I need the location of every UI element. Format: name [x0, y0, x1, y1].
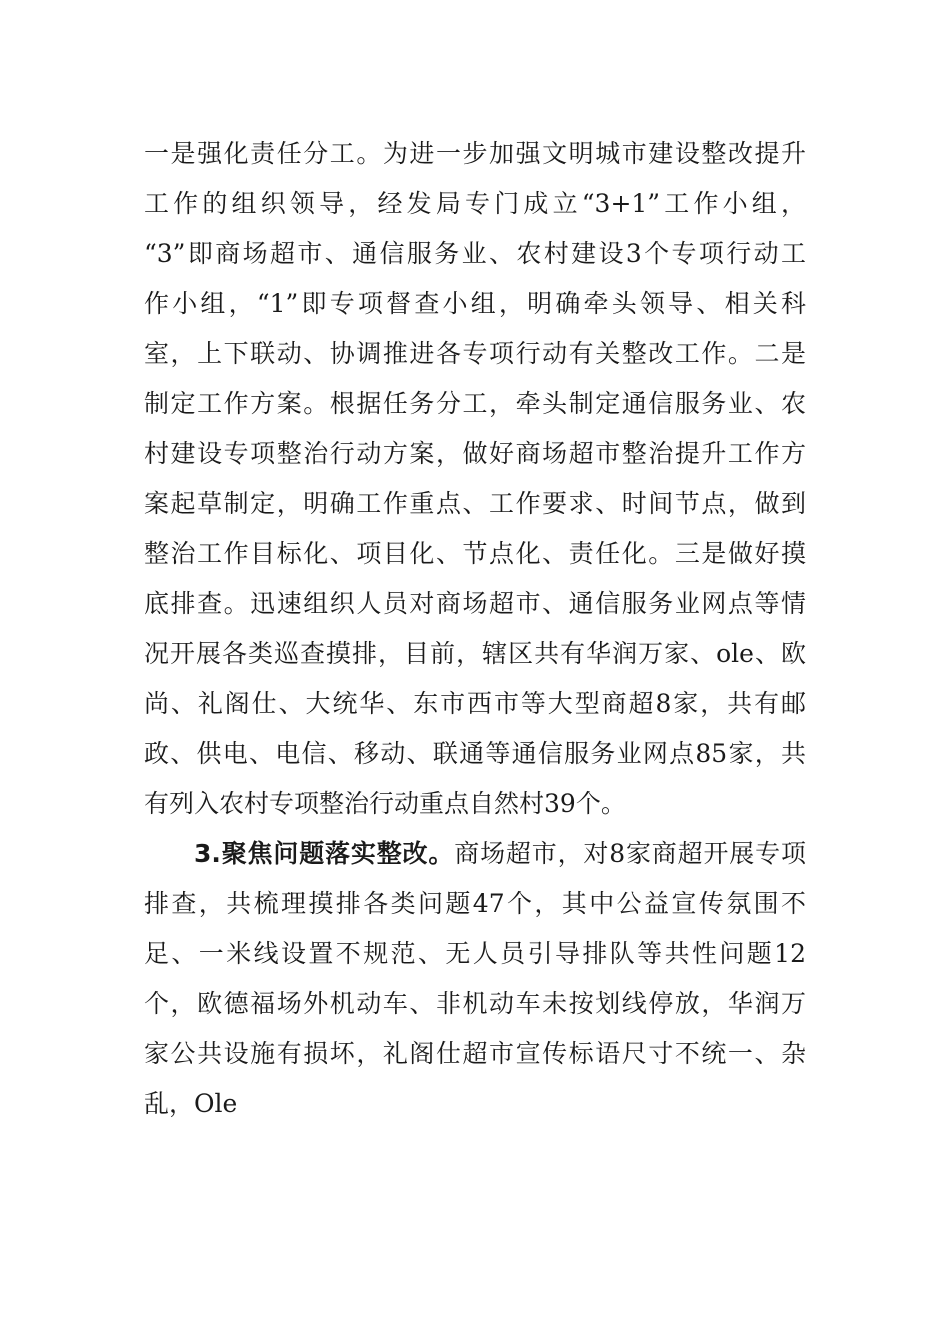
body-text-line: 有列入农村专项整治行动重点自然村39个。 [144, 789, 626, 818]
body-text-line: 况开展各类巡查摸排，目前，辖区共有华润万家、ole、欧 [144, 639, 806, 668]
body-text-line: 尚、礼阁仕、大统华、东市西市等大型商超8家，共有邮 [144, 689, 806, 718]
body-text: 商场超市，对8家商超开展专项 [454, 839, 806, 868]
body-text-line: 整治工作目标化、项目化、节点化、责任化。三是做好摸 [144, 539, 806, 568]
body-text-line: 工作的组织领导，经发局专门成立“3+1”工作小组， [144, 189, 806, 218]
body-text-line: 底排查。迅速组织人员对商场超市、通信服务业网点等情 [144, 589, 806, 618]
body-text-line: 家公共设施有损坏，礼阁仕超市宣传标语尺寸不统一、杂 [144, 1039, 806, 1068]
body-text-line: 制定工作方案。根据任务分工，牵头制定通信服务业、农 [144, 389, 806, 418]
body-text-line: 村建设专项整治行动方案，做好商场超市整治提升工作方 [144, 439, 806, 468]
body-text-line: 作小组，“1”即专项督查小组，明确牵头领导、相关科 [144, 289, 806, 318]
body-text-line: 个，欧德福场外机动车、非机动车未按划线停放，华润万 [144, 989, 806, 1018]
section-heading: 3.聚焦问题落实整改。 [194, 839, 455, 868]
body-text-line: 政、供电、电信、移动、联通等通信服务业网点85家，共 [144, 739, 806, 768]
body-text-line: 足、一米线设置不规范、无人员引导排队等共性问题12 [144, 939, 806, 968]
body-text-line: “3”即商场超市、通信服务业、农村建设3个专项行动工 [144, 239, 806, 268]
body-text-line: 乱，Ole [144, 1089, 238, 1118]
body-text-line: 一是强化责任分工。为进一步加强文明城市建设整改提升 [144, 139, 806, 168]
section-heading-line [194, 837, 806, 871]
body-text-line: 排查，共梳理摸排各类问题47个，其中公益宣传氛围不 [144, 889, 806, 918]
body-text-line: 室，上下联动、协调推进各专项行动有关整改工作。二是 [144, 339, 806, 368]
body-text-line: 案起草制定，明确工作重点、工作要求、时间节点，做到 [144, 489, 806, 518]
